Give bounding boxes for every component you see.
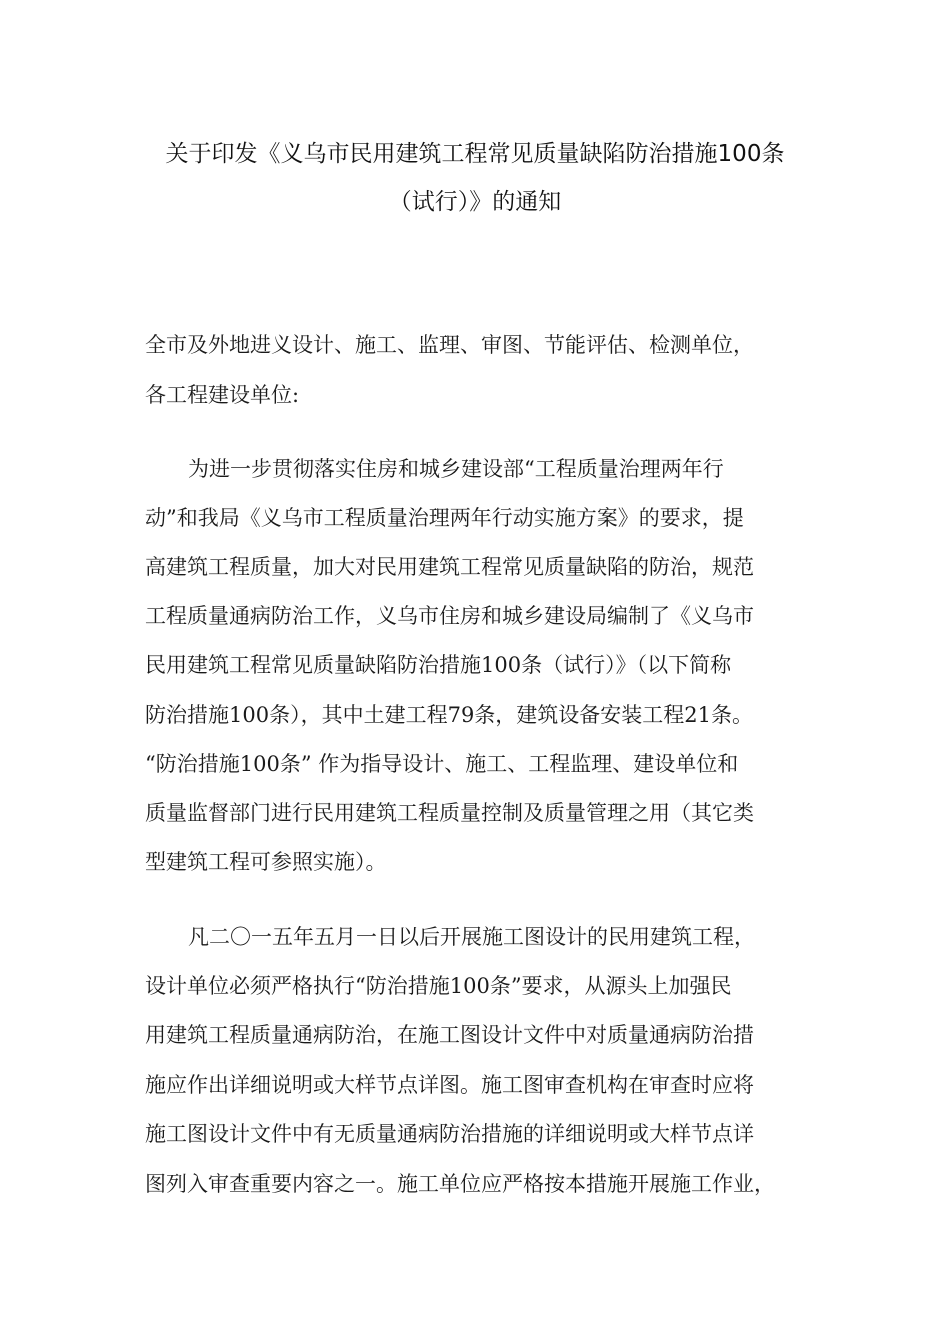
addressee-line-2: 各工程建设单位:	[145, 383, 300, 407]
paragraph-2-line: 图列入审查重要内容之一。施工单位应严格按本措施开展施工作业，	[145, 1172, 775, 1196]
paragraph-1-line: 为进一步贯彻落实住房和城乡建设部“工程质量治理两年行	[188, 457, 724, 481]
paragraph-2-line: 施工图设计文件中有无质量通病防治措施的详细说明或大样节点详	[145, 1122, 754, 1146]
paragraph-2-line: 用建筑工程质量通病防治，在施工图设计文件中对质量通病防治措	[145, 1023, 754, 1047]
paragraph-1-line: 动”和我局《义乌市工程质量治理两年行动实施方案》的要求，提	[145, 506, 744, 530]
paragraph-1-line: 型建筑工程可参照实施）。	[145, 850, 387, 874]
paragraph-1-line: “防治措施100条” 作为指导设计、施工、工程监理、建设单位和	[145, 752, 739, 776]
paragraph-1-line: 民用建筑工程常见质量缺陷防治措施100条（试行）》（以下简称	[145, 653, 732, 677]
paragraph-1-line: 高建筑工程质量，加大对民用建筑工程常见质量缺陷的防治，规范	[145, 555, 754, 579]
addressee-line-1: 全市及外地进义设计、施工、监理、审图、节能评估、检测单位，	[145, 333, 754, 357]
paragraph-1-line: 工程质量通病防治工作，义乌市住房和城乡建设局编制了《义乌市	[145, 604, 754, 628]
paragraph-1-line: 防治措施100条），其中土建工程79条，建筑设备安装工程21条。	[145, 703, 754, 727]
paragraph-2-line: 施应作出详细说明或大样节点详图。施工图审查机构在审查时应将	[145, 1073, 754, 1097]
paragraph-1-line: 质量监督部门进行民用建筑工程质量控制及质量管理之用（其它类	[145, 801, 754, 825]
paragraph-2-line: 凡二〇一五年五月一日以后开展施工图设计的民用建筑工程，	[188, 925, 755, 949]
document-title-line-2: （试行）》的通知	[388, 189, 562, 215]
document-title-line-1: 关于印发《义乌市民用建筑工程常见质量缺陷防治措施100条	[165, 141, 785, 167]
paragraph-2-line: 设计单位必须严格执行“防治措施100条”要求，从源头上加强民	[145, 974, 732, 998]
